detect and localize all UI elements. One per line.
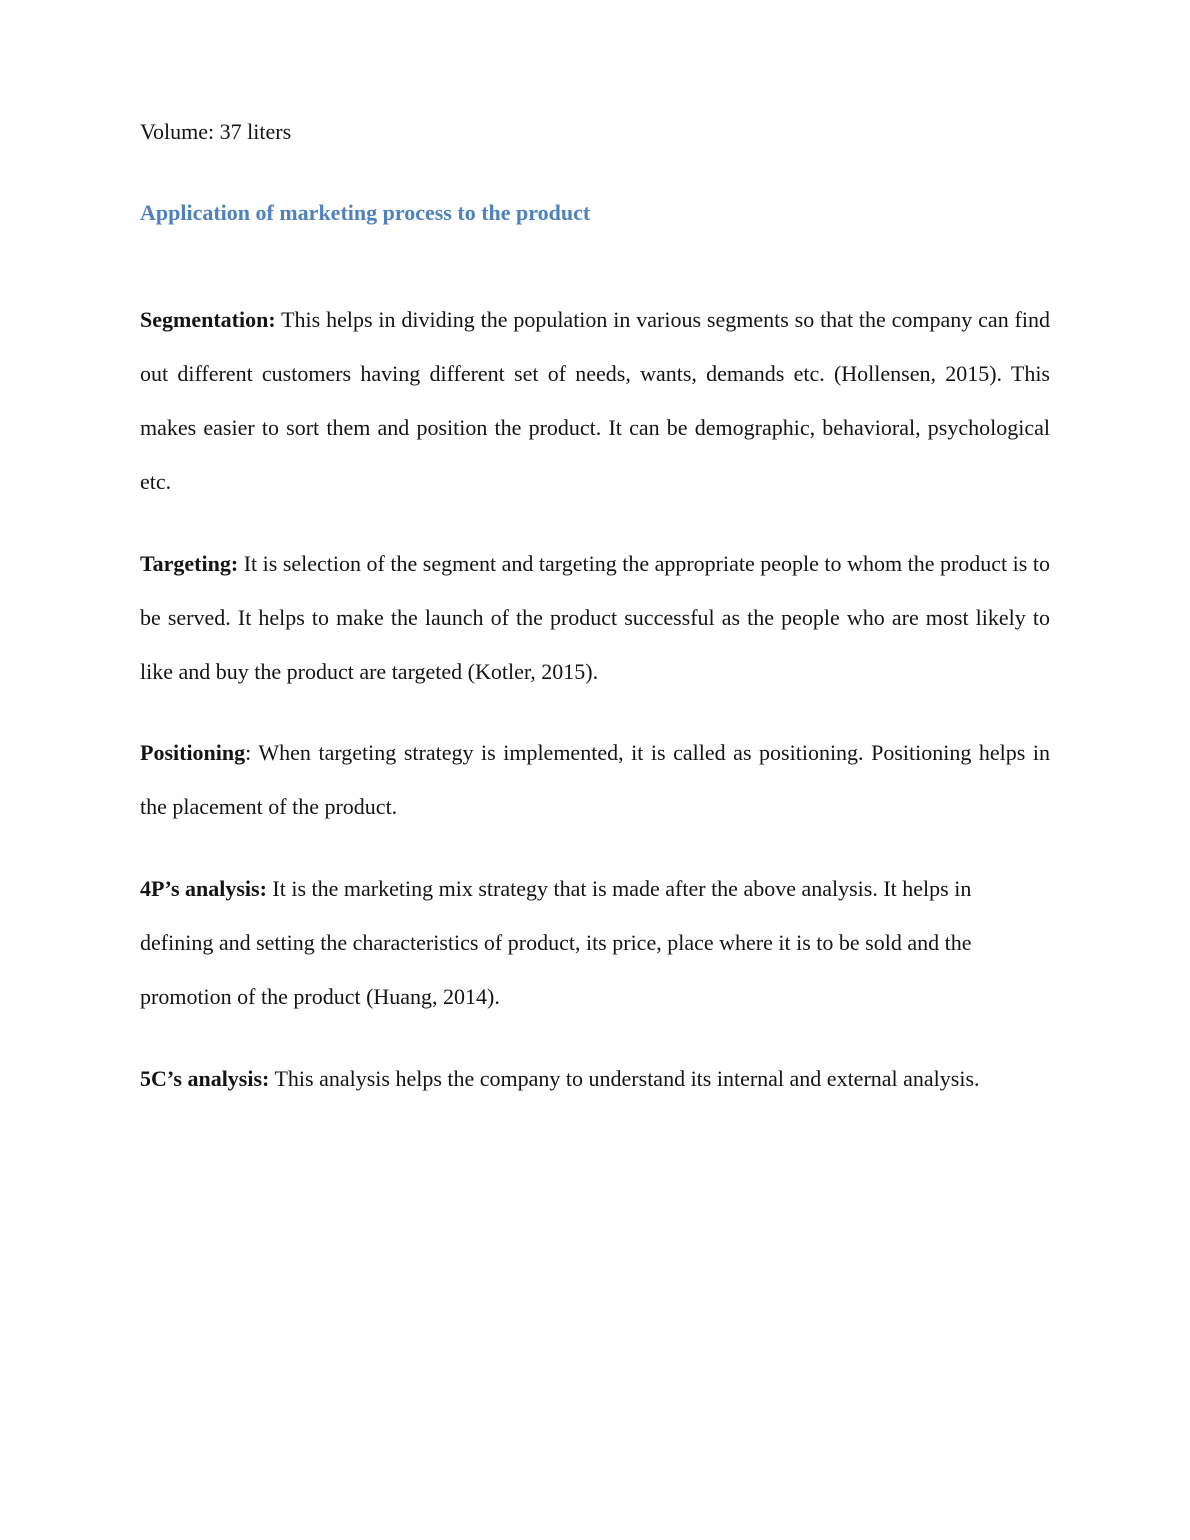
paragraph-label: Positioning: [140, 740, 246, 766]
paragraph-label: Targeting:: [140, 550, 239, 576]
paragraph-label: 5C’s analysis:: [140, 1065, 270, 1091]
section-heading: Application of marketing process to the product: [140, 199, 591, 225]
paragraph-text: This helps in dividing the population in various segments so that the company can find out different customers having different set of needs, wants, demands etc. (Hollensen, 2015). This makes easier to sort them and position the product. It can be demographic, behavioral, psychological etc.: [140, 307, 1050, 494]
paragraph-label: Segmentation:: [140, 307, 276, 333]
paragraph-text: This analysis helps the company to understand its internal and external analysis.: [269, 1065, 980, 1091]
paragraph-segmentation: [140, 293, 1050, 509]
paragraph-text: It is the marketing mix strategy that is made after the above analysis. It helps in defining and setting the characteristics of product, its price, place where it is to be sold and the promotion of the product (Huang, 2014).: [140, 876, 972, 1009]
volume-line: Volume: 37 liters: [140, 119, 292, 144]
paragraph-text: : When targeting strategy is implemented, it is called as positioning. Positioning helps in the placement of the product.: [140, 740, 1050, 820]
paragraph-positioning: [140, 726, 1050, 834]
paragraph-label: 4P’s analysis:: [140, 876, 267, 902]
paragraph-4ps-analysis: [140, 862, 1050, 1024]
paragraph-5cs-analysis: [140, 1052, 1050, 1106]
paragraph-targeting: [140, 537, 1050, 699]
paragraph-text: It is selection of the segment and targeting the appropriate people to whom the product is to be served. It helps to make the launch of the product successful as the people who are most likely to like and buy the product are targeted (Kotler, 2015).: [140, 550, 1050, 684]
